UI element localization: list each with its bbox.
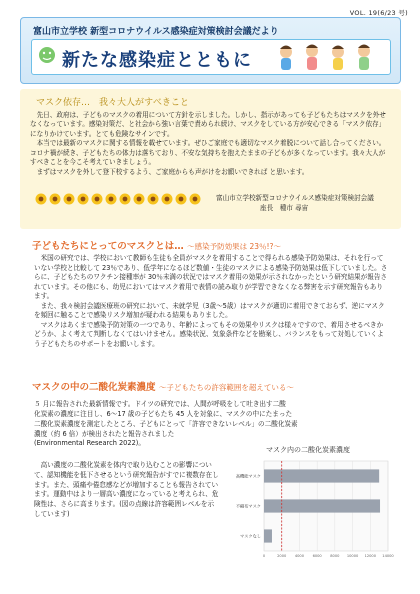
- sunflower-row-icon: [34, 192, 204, 206]
- header-title-band: [31, 39, 391, 75]
- category-label: 高機能マスク: [235, 473, 261, 479]
- co2-first-line: [34, 400, 388, 410]
- category-label: マスクなし: [240, 533, 261, 539]
- co2-bar-chart: [222, 455, 394, 565]
- header-title: 新たな感染症とともに: [62, 50, 252, 71]
- signature-role: 座長 種市 尋宙: [260, 204, 309, 213]
- paragraph: マスクはあくまで感染予防対策の一つであり、年齢によってもその効果やリスクは様々ですので、着用させるべきかどうか、よく考えて判断しなくてはいけません。感染状況、気象条件などを勘案し、バランスをもって対処していくよう子どもたちのサポートをお願いします。: [34, 320, 384, 348]
- text-line: 化炭素の濃度に注目し、6～17 歳の子どもたち 45 人を対象に、マスクの中にたまった: [34, 410, 293, 418]
- bar: [264, 529, 272, 542]
- heading-subtitle: ～感染予防効果は 23％!?～: [187, 242, 282, 251]
- paragraph: ５ 月に報告された最新情報です。ドイツの研究では、人間が呼吸をして吐き出す二酸: [34, 400, 286, 408]
- newsletter-header: [20, 17, 401, 84]
- x-tick-label: 4000: [294, 554, 305, 558]
- heading-subtitle: ～子どもたちの許容範囲を超えている～: [158, 383, 294, 392]
- paragraph: 先日、政府は、子どものマスクの着用について方針を示しました。しかし、指示があっても子どもたちはマスクを外せなくなっています。感染対策だ、と社会から強い言葉で責められ続け、マスクをしている方が安心できる「マスク依存」になりかけています。とても危険なサインです。: [30, 111, 386, 138]
- x-tick-label: 10000: [346, 554, 359, 558]
- mask-effect-body: [34, 254, 388, 349]
- x-tick-label: 12000: [364, 554, 377, 558]
- category-label: 不織布マスク: [235, 503, 261, 509]
- signature: [216, 193, 374, 213]
- co2-heading: [32, 379, 294, 393]
- header-subtitle: 富山市立学校 新型コロナウイルス感染症対策検討会議だより: [33, 27, 279, 37]
- paragraph: まずはマスクを外して登下校するよう、ご家庭からも声がけをお願いできれば と思います。: [36, 167, 309, 176]
- x-tick-label: 2000: [277, 554, 287, 558]
- heading-text: 子どもたちにとってのマスクとは…: [32, 241, 184, 252]
- paragraph: 本当では最新のマスクに関する情報を載せています。ぜひご家庭でも適切なマスク着脱について話し合ってください。コロナ禍が続き、子どもたちの体力は落ちており、不安な気持ちを抱えたままの子どもが多くなっています。我々大人がすべきことを今こそ考えていきましょう。: [30, 139, 386, 167]
- signature-org: 富山市立学校新型コロナウイルス感染症対策検討会議: [216, 194, 374, 202]
- children-illustration-icon: [272, 42, 382, 72]
- section-body: [30, 111, 390, 177]
- heading-text: マスクの中の二酸化炭素濃度: [32, 382, 156, 393]
- x-tick-label: 0: [262, 554, 266, 558]
- x-tick-label: 8000: [330, 554, 340, 558]
- paragraph: 米国の研究では、学校において教師も生徒も全員がマスクを着用することで得られる感染予防効果は、それを行っていない学校と比較して 23％であり、低学年になるほど数値・生徒のマスクによる感染予防効果は低下していました。さらに、子どもたちのワクチン接種率が 30％未満の状況ではマスク着用の効果が示されなかったという研究結果が報告されています。その他にも、幼児においてはマスク着用で表情の読み取りが学習できなくなる弊害を示す研究報告もあります。: [34, 254, 388, 301]
- virus-mascot-icon: [36, 44, 58, 66]
- mask-effect-heading: [32, 238, 281, 252]
- text-line: 二酸化炭素濃度を測定したところ、子どもにとって「許容できないレベル」の二酸化炭素: [34, 419, 298, 428]
- text-line: (Environmental Research 2022)。: [34, 439, 145, 448]
- x-tick-label: 14000: [382, 554, 394, 558]
- mask-dependence-section: [20, 89, 401, 229]
- paragraph: また、我々検討会議医療班の研究において、未就学児（3歳～5歳）はマスクが適切に着用できておらず、逆にマスクを頻回に触ることで感染リスク増加が疑われる結果もありました。: [34, 301, 385, 320]
- section-title: マスク依存… 我々大人がすべきこと: [36, 98, 189, 108]
- x-tick-label: 6000: [312, 554, 322, 558]
- chart-title: マスク内の二酸化炭素濃度: [266, 446, 350, 454]
- text-line: 濃度（約 6 倍）が検出されたと報告されました: [34, 429, 175, 438]
- co2-chart: [222, 445, 394, 565]
- paragraph: 高い濃度の二酸化炭素を体内で取り込むことの影響について、認知機能を低下させるという研究報告がすでに複数存在します。また、頭痛や倦怠感などが増加することも報告されています。運動中はより一層高い濃度になっていると考えられ、危険性は、さらに高まります。(図の点線は許容範囲レベルを示しています): [34, 461, 219, 518]
- volume-label: VOL. 19(6/23 号): [349, 9, 408, 17]
- co2-body-wide: [34, 410, 388, 449]
- co2-body-narrow: [34, 461, 220, 520]
- bar: [264, 469, 379, 482]
